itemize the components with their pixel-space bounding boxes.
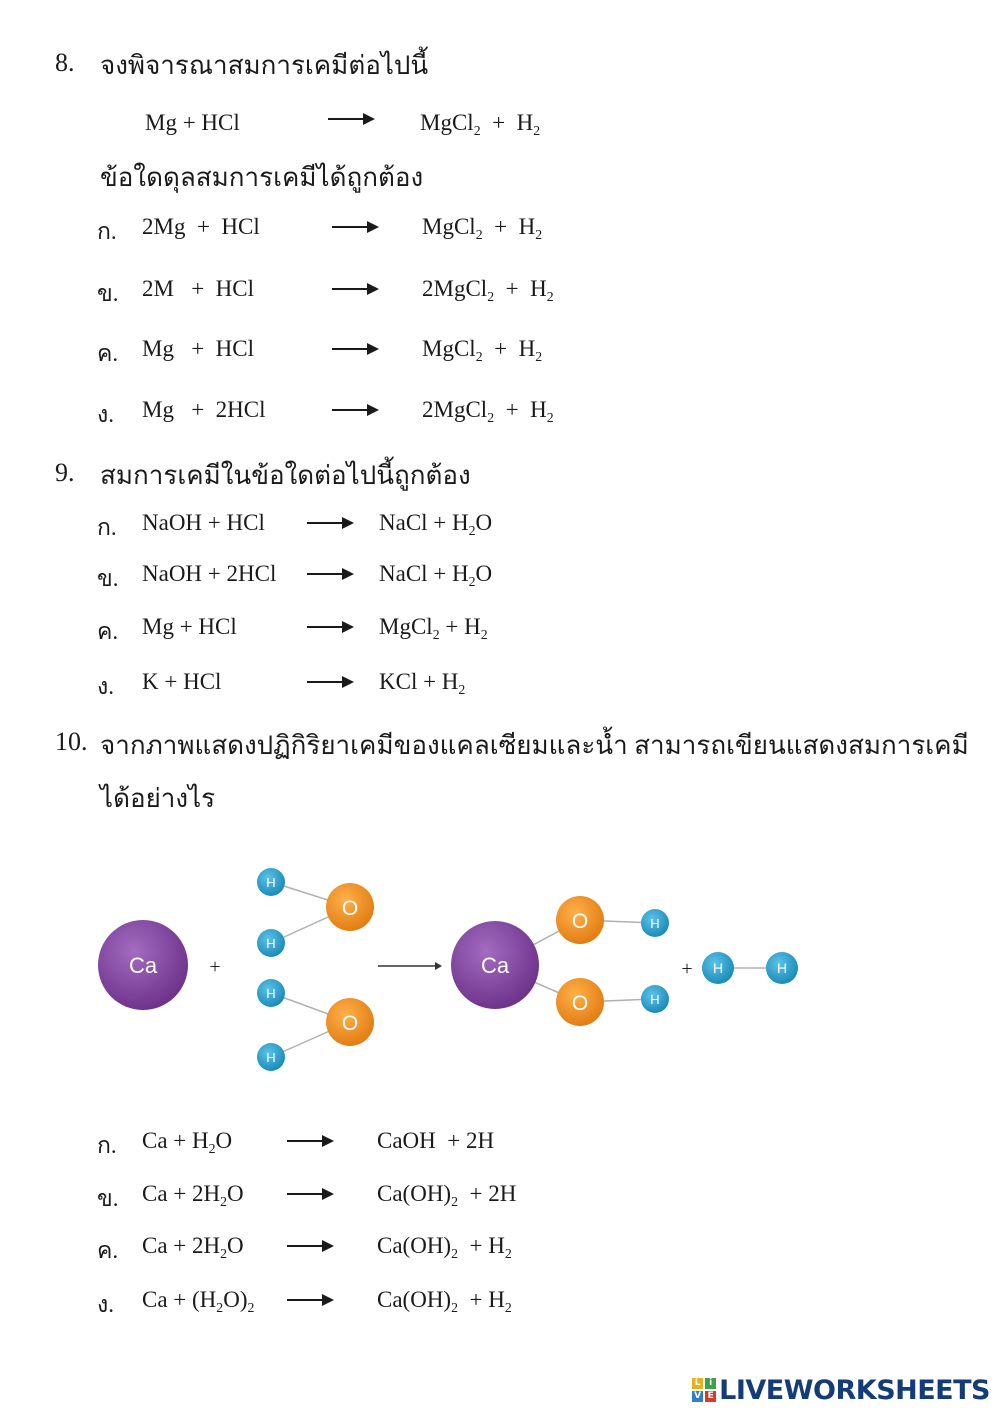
option-products: NaCl + $H_2O$	[379, 510, 493, 538]
arrow-icon	[287, 1140, 332, 1142]
option-products: $Ca(OH)_2 + H_2$	[377, 1233, 512, 1261]
option-reactants: NaOH + 2HCl	[142, 561, 277, 586]
option-label: ง.	[97, 1292, 114, 1317]
q10-option-3[interactable]	[97, 1233, 657, 1267]
q9-option-2[interactable]	[97, 561, 657, 595]
q10-option-1[interactable]	[97, 1128, 657, 1162]
svg-text:O: O	[571, 992, 589, 1015]
q8-number: 8.	[55, 48, 75, 77]
svg-text:H: H	[266, 986, 276, 1001]
svg-text:Ca: Ca	[480, 953, 510, 978]
option-label: ก.	[97, 515, 117, 540]
calcium-hydroxide-molecule	[451, 896, 669, 1026]
q8-equation-left: Mg + HCl	[145, 110, 240, 135]
q8-equation	[145, 110, 645, 144]
option-reactants: $Ca + (H_2O)_2$	[142, 1287, 255, 1315]
arrow-icon	[332, 288, 377, 290]
option-products: MgCl$_2$ + $H_2$	[379, 614, 488, 642]
option-products: CaOH + 2H	[377, 1128, 495, 1153]
svg-text:Ca: Ca	[128, 953, 158, 978]
arrow-icon	[332, 226, 377, 228]
svg-text:H: H	[776, 960, 788, 976]
reaction-diagram	[90, 855, 810, 1085]
option-products: 2MgCl$_2$ + $H_2$	[422, 276, 554, 304]
q10-prompt-line1: จากภาพแสดงปฏิกิริยาเคมีของแคลเซียมและน้ำ สามารถเขียนแสดงสมการเคมี	[100, 731, 969, 760]
q8-option-3[interactable]	[97, 336, 657, 370]
water-molecule	[257, 979, 374, 1071]
option-reactants: $Ca + 2H_2O$	[142, 1233, 244, 1261]
option-reactants: $Ca + H_2O$	[142, 1128, 233, 1156]
q10-option-2[interactable]	[97, 1181, 657, 1215]
arrow-icon	[307, 522, 352, 524]
q9-option-4[interactable]	[97, 669, 657, 703]
arrow-icon	[307, 573, 352, 575]
q9-prompt: สมการเคมีในข้อใดต่อไปนี้ถูกต้อง	[100, 461, 471, 490]
option-products: MgCl$_2$ + $H_2$	[422, 214, 543, 242]
option-reactants: K + HCl	[142, 669, 222, 694]
option-products: NaCl + $H_2O$	[379, 561, 493, 589]
option-label: ค.	[97, 1238, 119, 1263]
svg-text:O: O	[341, 1012, 359, 1035]
arrow-icon	[332, 409, 377, 411]
svg-text:H: H	[266, 1050, 276, 1065]
option-label: ค.	[97, 619, 119, 644]
option-label: ข.	[97, 281, 119, 306]
arrow-icon	[307, 626, 352, 628]
q10-option-4[interactable]	[97, 1287, 657, 1321]
option-reactants: Mg + HCl	[142, 614, 237, 639]
liveworksheets-mark-icon: L i V E	[692, 1378, 716, 1402]
option-label: ข.	[97, 1186, 119, 1211]
arrow-icon	[307, 681, 352, 683]
svg-text:H: H	[650, 992, 660, 1007]
q10-number: 10.	[55, 727, 88, 756]
option-label: ก.	[97, 219, 117, 244]
option-products: $Ca(OH)_2 + 2H$	[377, 1181, 517, 1209]
option-label: ง.	[97, 674, 114, 699]
option-products: MgCl$_2$ + $H_2$	[422, 336, 543, 364]
svg-text:H: H	[266, 875, 276, 890]
svg-text:H: H	[266, 936, 276, 951]
svg-text:H: H	[650, 916, 660, 931]
q10-prompt-line2: ได้อย่างไร	[100, 784, 216, 813]
reaction-arrow-icon	[378, 962, 442, 970]
svg-text:O: O	[341, 897, 359, 920]
arrow-icon	[328, 118, 373, 120]
option-reactants: Mg + HCl	[142, 336, 255, 361]
option-reactants: Mg + 2HCl	[142, 397, 266, 422]
q9-option-3[interactable]	[97, 614, 657, 648]
plus-sign: +	[681, 958, 693, 980]
q9-option-1[interactable]	[97, 510, 657, 544]
q8-equation-right: MgCl$_2$ + $H_2$	[420, 110, 541, 138]
calcium-atom	[98, 920, 188, 1010]
q8-option-2[interactable]	[97, 276, 657, 310]
option-reactants: $Ca + 2H_2O$	[142, 1181, 244, 1209]
option-products: 2MgCl$_2$ + $H_2$	[422, 397, 554, 425]
svg-text:H: H	[712, 960, 724, 976]
option-reactants: NaOH + HCl	[142, 510, 265, 535]
q8-prompt: จงพิจารณาสมการเคมีต่อไปนี้	[100, 51, 429, 80]
option-products: KCl + $H_2$	[379, 669, 466, 697]
arrow-icon	[287, 1245, 332, 1247]
arrow-icon	[287, 1299, 332, 1301]
svg-text:O: O	[571, 910, 589, 933]
option-label: ข.	[97, 566, 119, 591]
q9-number: 9.	[55, 458, 75, 487]
option-label: ค.	[97, 341, 119, 366]
water-molecule	[257, 868, 374, 957]
option-products: $Ca(OH)_2 + H_2$	[377, 1287, 512, 1315]
q8-option-4[interactable]	[97, 397, 657, 431]
liveworksheets-logo: L i V E LIVEWORKSHEETS	[692, 1375, 990, 1405]
arrow-icon	[332, 348, 377, 350]
plus-sign: +	[209, 956, 221, 978]
arrow-icon	[287, 1193, 332, 1195]
q8-question: ข้อใดดุลสมการเคมีได้ถูกต้อง	[100, 163, 424, 192]
option-reactants: 2Mg + HCl	[142, 214, 260, 239]
option-reactants: 2M + HCl	[142, 276, 255, 301]
option-label: ง.	[97, 402, 114, 427]
q8-option-1[interactable]	[97, 214, 657, 248]
option-label: ก.	[97, 1133, 117, 1158]
